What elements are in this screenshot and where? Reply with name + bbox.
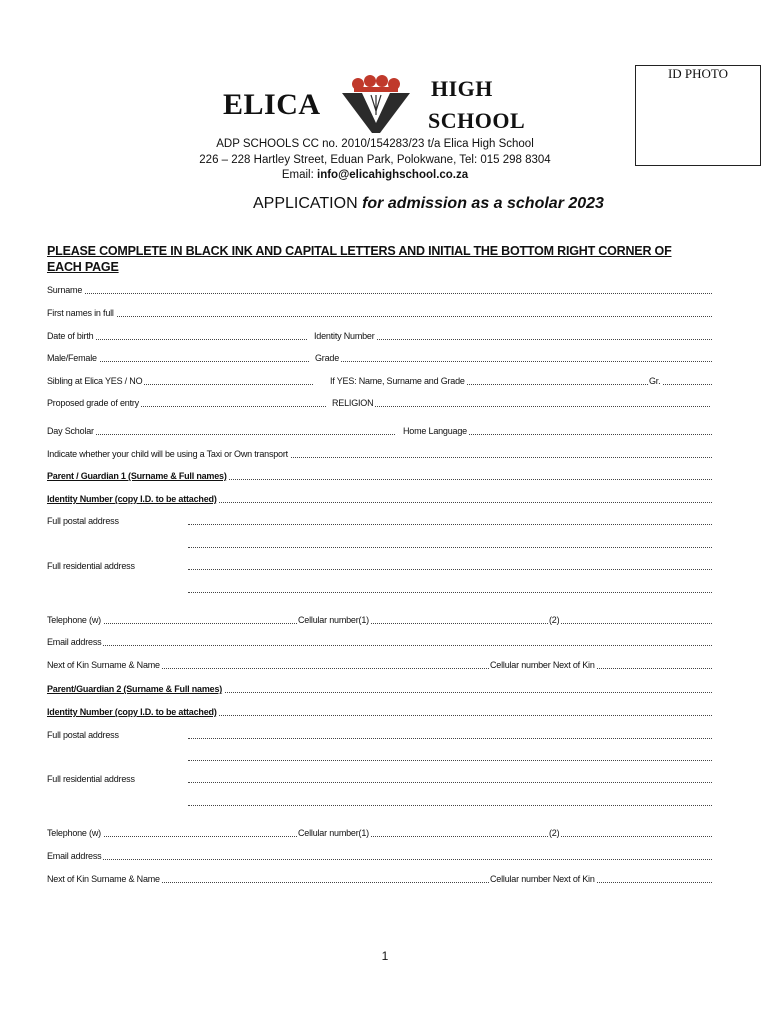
guardian2-cell2-label: (2) (549, 828, 560, 838)
guardian2-cell1-label: Cellular number(1) (298, 828, 369, 838)
gr-label: Gr. (649, 376, 661, 386)
guardian1-email-label: Email address (47, 637, 102, 647)
id-photo-label: ID PHOTO (667, 66, 729, 81)
guardian1-cell2-label: (2) (549, 615, 560, 625)
home-language-label: Home Language (403, 426, 467, 436)
sibling-label: Sibling at Elica YES / NO (47, 376, 143, 386)
first-names-label: First names in full (47, 308, 114, 318)
surname-label: Surname (47, 285, 83, 295)
guardian2-id-heading: Identity Number (copy I.D. to be attached) (47, 707, 217, 717)
guardian1-kin-label: Next of Kin Surname & Name (47, 660, 160, 670)
page-number: 1 (381, 949, 389, 963)
guardian2-postal-label: Full postal address (47, 730, 119, 740)
header-address-line: 226 – 228 Hartley Street, Eduan Park, Polokwane, Tel: 015 298 8304 (199, 154, 551, 166)
instructions: PLEASE COMPLETE IN BLACK INK AND CAPITAL LETTERS AND INITIAL THE BOTTOM RIGHT CORNER OF EACH PAGE (47, 244, 672, 274)
logo-text-elica: ELICA (223, 88, 321, 121)
guardian2-email-line[interactable] (47, 850, 712, 860)
day-scholar-line[interactable] (47, 425, 395, 435)
guardian2-residential-label: Full residential address (47, 774, 135, 784)
day-scholar-label: Day Scholar (47, 426, 94, 436)
school-emblem-icon (340, 75, 412, 135)
religion-label: RELIGION (332, 398, 374, 408)
grade-line[interactable] (315, 352, 712, 362)
guardian1-heading: Parent / Guardian 1 (Surname & Full names) (47, 471, 227, 481)
guardian1-postal-line-1[interactable] (188, 515, 712, 525)
guardian1-residential-label: Full residential address (47, 561, 135, 571)
guardian2-tel-label: Telephone (w) (47, 828, 101, 838)
guardian2-residential-line-2[interactable] (188, 796, 712, 806)
proposed-grade-label: Proposed grade of entry (47, 398, 139, 408)
guardian2-cell2-line[interactable] (549, 827, 712, 837)
guardian2-email-label: Email address (47, 851, 102, 861)
header-email-link[interactable]: info@elicahighschool.co.za (317, 169, 469, 181)
application-title-italic: for admission as a scholar 2023 (362, 195, 604, 212)
guardian2-postal-line-1[interactable] (188, 729, 712, 739)
application-title (253, 195, 604, 213)
guardian1-tel-label: Telephone (w) (47, 615, 101, 625)
guardian1-residential-line-1[interactable] (188, 560, 712, 570)
header-email-label: Email: (281, 169, 317, 181)
grade-label: Grade (315, 353, 340, 363)
logo-text-school: SCHOOL (428, 108, 526, 133)
application-title-main: APPLICATION (253, 195, 363, 212)
header-email-line (0, 169, 760, 181)
first-names-line[interactable] (47, 307, 712, 317)
guardian2-postal-line-2[interactable] (188, 751, 712, 761)
dob-label: Date of birth (47, 331, 94, 341)
guardian1-residential-line-2[interactable] (188, 583, 712, 593)
transport-label: Indicate whether your child will be using a Taxi or Own transport (47, 449, 288, 459)
logo-text-high: HIGH (431, 76, 493, 101)
guardian1-email-line[interactable] (47, 636, 712, 646)
id-number-label: Identity Number (314, 331, 375, 341)
surname-line[interactable] (47, 284, 712, 294)
guardian1-kin-cell-label: Cellular number Next of Kin (490, 660, 595, 670)
guardian2-kin-cell-label: Cellular number Next of Kin (490, 874, 595, 884)
id-photo-box (635, 65, 761, 166)
guardian1-postal-line-2[interactable] (188, 538, 712, 548)
guardian2-heading: Parent/Guardian 2 (Surname & Full names) (47, 684, 223, 694)
guardian2-kin-label: Next of Kin Surname & Name (47, 874, 160, 884)
guardian2-residential-line-1[interactable] (188, 773, 712, 783)
header-company-line: ADP SCHOOLS CC no. 2010/154283/23 t/a Elica High School (216, 138, 534, 150)
guardian1-id-heading: Identity Number (copy I.D. to be attached) (47, 494, 217, 504)
guardian1-cell2-line[interactable] (549, 614, 712, 624)
guardian1-postal-label: Full postal address (47, 516, 119, 526)
sex-label: Male/Female (47, 353, 97, 363)
religion-line[interactable] (332, 397, 710, 407)
if-yes-label: If YES: Name, Surname and Grade (330, 376, 465, 386)
guardian1-cell1-label: Cellular number(1) (298, 615, 369, 625)
